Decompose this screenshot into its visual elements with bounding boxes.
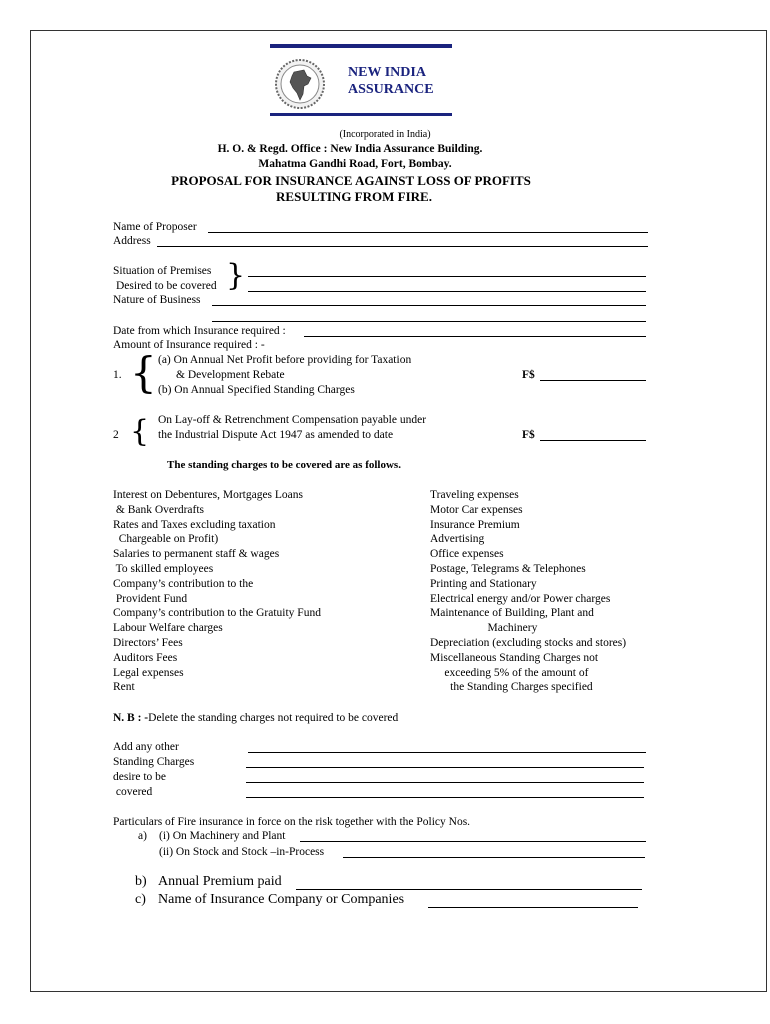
standing-charges-heading: The standing charges to be covered are as follows. (167, 459, 401, 471)
logo-emblem (274, 58, 326, 110)
list-item: Salaries to permanent staff & wages (113, 548, 280, 561)
other-charges-field-3[interactable] (246, 782, 644, 783)
list-item: Rent (113, 681, 135, 694)
stock-in-process-field[interactable] (343, 857, 645, 858)
list-item: Company’s contribution to the Gratuity Fund (113, 607, 321, 620)
other-charges-label-3: desire to be (113, 771, 167, 783)
list-item: exceeding 5% of the amount of (430, 666, 589, 679)
company-name-line1: NEW INDIA (348, 65, 426, 80)
situation-field-2[interactable] (248, 291, 646, 292)
proposer-name-label: Name of Proposer (113, 221, 197, 233)
nature-of-business-label: Nature of Business (113, 294, 201, 306)
item2-brace-icon: { (130, 414, 150, 449)
list-item: the Standing Charges specified (430, 681, 593, 694)
other-charges-field-1[interactable] (248, 752, 646, 753)
list-item: & Bank Overdrafts (113, 503, 205, 516)
item2-number: 2 (113, 429, 119, 441)
other-charges-label-1: Add any other (113, 741, 179, 753)
list-item: Legal expenses (113, 666, 184, 679)
item1-number: 1. (113, 369, 122, 381)
list-item: Labour Welfare charges (113, 622, 223, 635)
form-title-line2: RESULTING FROM FIRE. (276, 189, 432, 204)
list-item: Insurance Premium (430, 518, 520, 531)
annual-premium-field[interactable] (296, 889, 642, 890)
other-charges-field-4[interactable] (246, 797, 644, 798)
item1-a-line1: (a) On Annual Net Profit before providing for Taxation (158, 354, 412, 366)
address-field[interactable] (157, 246, 648, 247)
situation-label-1: Situation of Premises (113, 265, 212, 277)
company-name-line2: ASSURANCE (348, 82, 434, 97)
list-item: Provident Fund (113, 592, 188, 605)
item1-a-line2: & Development Rebate (176, 369, 285, 381)
logo-bottom-rule (270, 113, 452, 116)
list-item: Maintenance of Building, Plant and (430, 607, 594, 620)
form-title-line1: PROPOSAL FOR INSURANCE AGAINST LOSS OF PROFITS (171, 173, 531, 188)
insurance-company-label: Name of Insurance Company or Companies (158, 892, 405, 907)
annual-premium-label: Annual Premium paid (158, 874, 282, 889)
list-item: To skilled employees (113, 563, 214, 575)
nb-prefix: N. B : - (113, 712, 149, 724)
list-item: Advertising (430, 533, 485, 546)
fire-a-ii-label: (ii) On Stock and Stock –in-Process (159, 846, 325, 858)
list-item: Rates and Taxes excluding taxation (113, 518, 276, 531)
situation-field-1[interactable] (248, 276, 646, 277)
amount-insurance-label: Amount of Insurance required : - (113, 339, 265, 351)
item2-currency: F$ (522, 429, 535, 441)
india-map-seal-icon (274, 58, 326, 110)
list-item: Office expenses (430, 548, 504, 561)
fire-b-prefix: b) (135, 874, 147, 889)
list-item: Printing and Stationary (430, 577, 537, 590)
office-address-line1: H. O. & Regd. Office : New India Assurance Building. (217, 143, 483, 155)
logo-top-rule (270, 44, 452, 48)
insurance-company-field[interactable] (428, 907, 638, 908)
list-item: Miscellaneous Standing Charges not (430, 651, 599, 664)
proposer-name-field[interactable] (208, 232, 648, 233)
list-item: Auditors Fees (113, 651, 178, 664)
date-insurance-field[interactable] (304, 336, 646, 337)
list-item: Company’s contribution to the (113, 577, 254, 590)
machinery-plant-field[interactable] (300, 841, 646, 842)
list-item: Directors’ Fees (113, 637, 183, 649)
list-item: Chargeable on Profit) (113, 533, 219, 546)
nb-note (113, 711, 398, 725)
list-item: Postage, Telegrams & Telephones (430, 563, 586, 575)
list-item: Motor Car expenses (430, 503, 523, 516)
item2-line2: the Industrial Dispute Act 1947 as amended to date (158, 429, 394, 441)
item1-b: (b) On Annual Specified Standing Charges (158, 384, 355, 396)
item2-line1: On Lay-off & Retrenchment Compensation payable under (158, 414, 427, 426)
situation-label-2: Desired to be covered (116, 280, 217, 292)
list-item: Electrical energy and/or Power charges (430, 592, 611, 605)
item1-currency: F$ (522, 369, 535, 381)
fire-a-i-label: (i) On Machinery and Plant (159, 830, 286, 842)
date-insurance-label: Date from which Insurance required : (113, 325, 286, 337)
address-label: Address (113, 235, 151, 247)
item2-amount-field[interactable] (540, 440, 646, 441)
nature-of-business-field-1[interactable] (212, 305, 646, 306)
list-item: Machinery (430, 622, 538, 635)
item1-brace-icon: { (130, 348, 157, 397)
list-item: Depreciation (excluding stocks and stores) (430, 637, 627, 649)
list-item: Interest on Debentures, Mortgages Loans (113, 489, 304, 501)
office-address-line2: Mahatma Gandhi Road, Fort, Bombay. (258, 158, 452, 170)
incorporated-text: (Incorporated in India) (339, 129, 431, 140)
nature-of-business-field-2[interactable] (212, 321, 646, 322)
list-item: Traveling expenses (430, 489, 519, 501)
fire-c-prefix: c) (135, 892, 146, 907)
fire-a-prefix: a) (138, 830, 147, 842)
item1-amount-field[interactable] (540, 380, 646, 381)
nb-text: Delete the standing charges not required to be covered (148, 712, 399, 724)
other-charges-label-2: Standing Charges (113, 756, 195, 768)
other-charges-field-2[interactable] (246, 767, 644, 768)
other-charges-label-4: covered (113, 786, 153, 798)
fire-insurance-particulars-label: Particulars of Fire insurance in force on the risk together with the Policy Nos. (113, 816, 471, 828)
situation-brace-icon: } (226, 258, 246, 293)
